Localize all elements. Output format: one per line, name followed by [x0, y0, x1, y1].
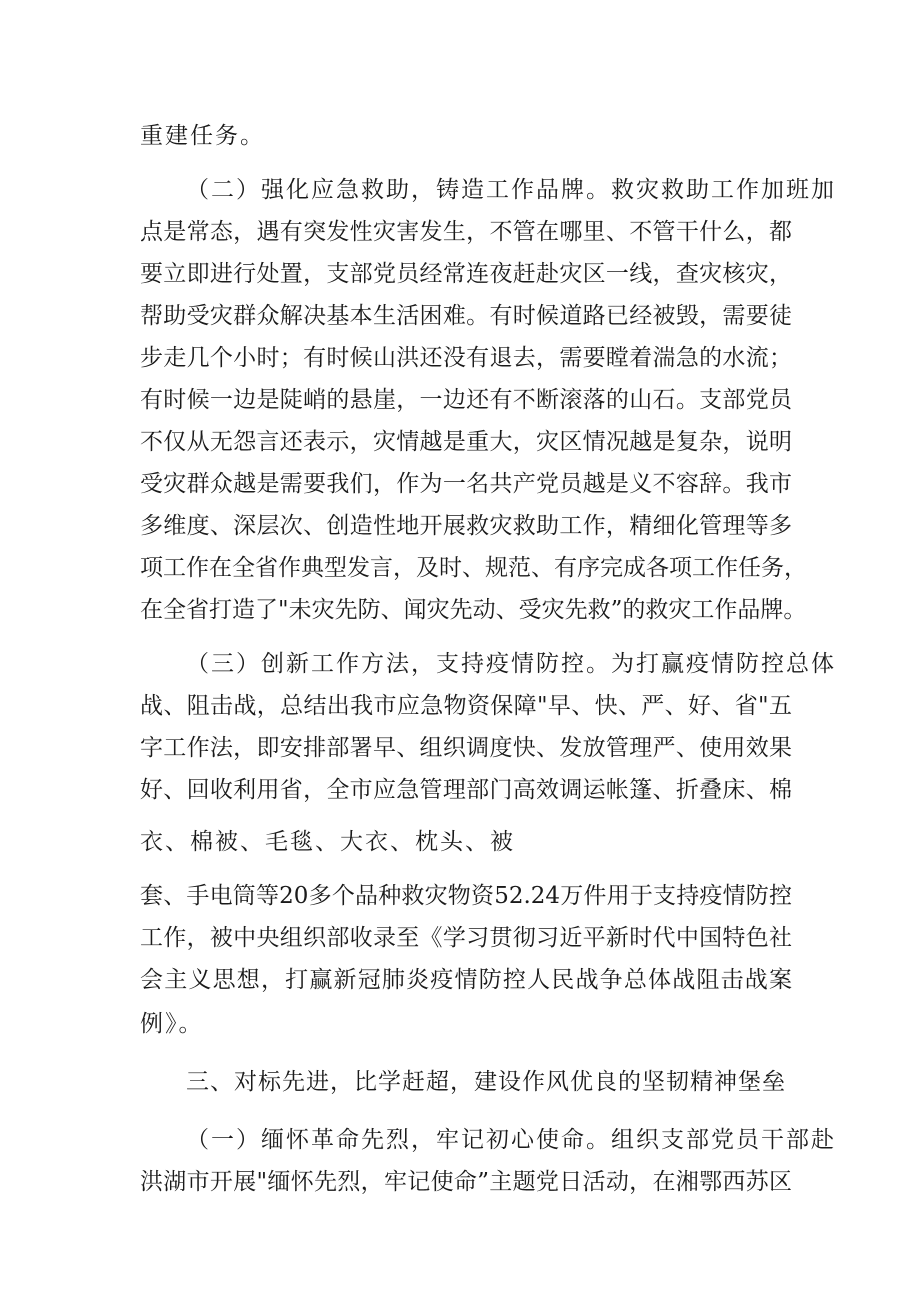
- section-heading: 三、对标先进，比学赶超，建设作风优良的坚韧精神堡垒: [186, 1069, 786, 1095]
- paragraph-start: （三）创新工作方法，支持疫情防控。为打赢疫情防控总体: [186, 651, 836, 677]
- text-line: 步走几个小时；有时候山洪还没有退去，需要瞠着湍急的水流；: [140, 345, 792, 371]
- text-line: 套、手电筒等20多个品种救灾物资52.24万件用于支持疫情防控: [140, 883, 792, 909]
- text-line: 项工作在全省作典型发言，及时、规范、有序完成各项工作任务，: [140, 555, 807, 581]
- text-line: 洪湖市开展"缅怀先烈，牢记使命”主题党日活动，在湘鄂西苏区: [140, 1169, 792, 1195]
- text-line: 有时候一边是陡峭的悬崖，一边还有不断滚落的山石。支部党员: [140, 387, 792, 413]
- text-line: 受灾群众越是需要我们，作为一名共产党员越是义不容辞。我市: [140, 471, 792, 497]
- text-line: 会主义思想，打赢新冠肺炎疫情防控人民战争总体战阻击战案: [140, 967, 792, 993]
- text-line: 字工作法，即安排部署早、组织调度快、发放管理严、使用效果: [140, 735, 792, 761]
- text-line: 帮助受灾群众解决基本生活困难。有时候道路已经被毁，需要徒: [140, 303, 792, 329]
- paragraph-start: （一）缅怀革命先烈，牢记初心使命。组织支部党员干部赴: [186, 1127, 836, 1153]
- text-line: 不仅从无怨言还表示，灾情越是重大，灾区情况越是复杂，说明: [140, 429, 792, 455]
- text-line: 衣、棉被、毛毯、大衣、枕头、被: [140, 829, 515, 855]
- text-line: 要立即进行处置，支部党员经常连夜赶赴灾区一线，查灾核灾，: [140, 261, 792, 287]
- paragraph-start: （二）强化应急救助，铸造工作品牌。救灾救助工作加班加: [186, 177, 836, 203]
- text-line: 工作，被中央组织部收录至《学习贯彻习近平新时代中国特色社: [140, 925, 792, 951]
- text-line: 在全省打造了"未灾先防、闻灾先动、受灾先救”的救灾工作品牌。: [140, 597, 807, 623]
- text-line: 点是常态，遇有突发性灾害发生，不管在哪里、不管干什么，都: [140, 219, 792, 245]
- text-line: 重建任务。: [140, 123, 265, 149]
- text-line: 例》。: [140, 1011, 204, 1037]
- text-line: 好、回收利用省，全市应急管理部门高效调运帐篷、折叠床、棉: [140, 777, 792, 803]
- text-line: 多维度、深层次、创造性地开展救灾救助工作，精细化管理等多: [140, 513, 792, 539]
- text-line: 战、阻击战，总结出我市应急物资保障"早、快、严、好、省"五: [140, 693, 792, 719]
